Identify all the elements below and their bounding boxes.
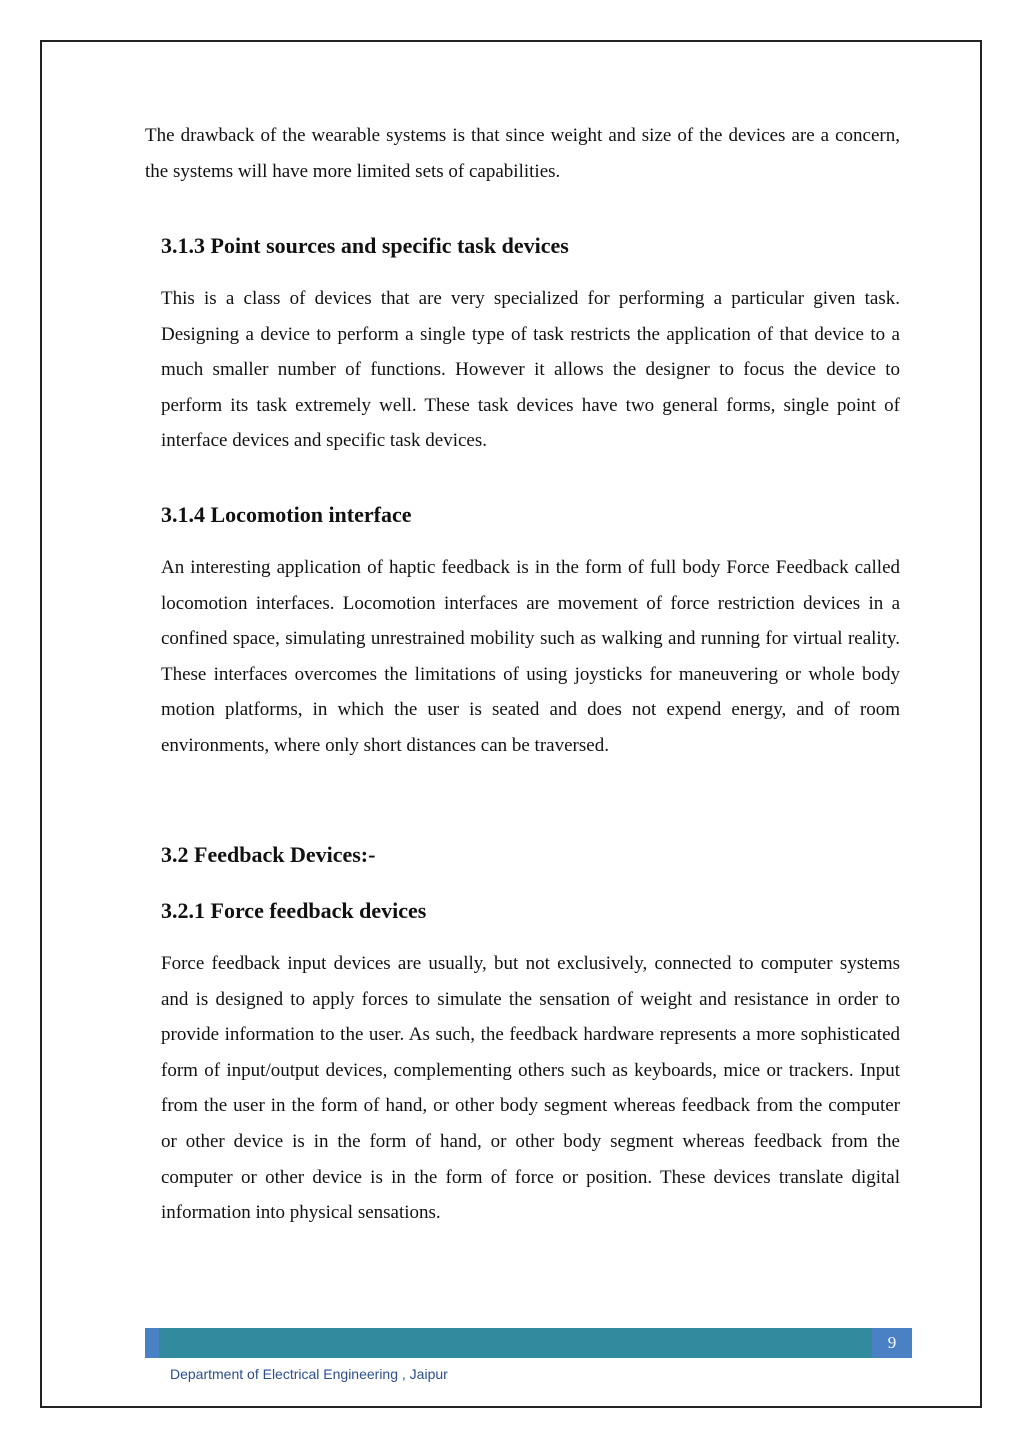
section-body-3-1-3: This is a class of devices that are very specialized for performing a particular given task. Designing a device to perform a single type of task restricts the application of that device to a much smaller number of functions. However it allows the designer to focus the device to perform its task extremely well. These task devices have two general forms, single point of interface devices and specific task devices.	[161, 288, 900, 452]
section-body-3-2-1: Force feedback input devices are usually, but not exclusively, connected to computer systems and is designed to apply forces to simulate the sensation of weight and resistance in order to provide information to the user. As such, the feedback hardware represents a more sophisticated form of input/output devices, complementing others such as keyboards, mice or trackers. Input from the user in the form of hand, or other body segment whereas feedback from the computer or other device is in the form of hand, or other body segment whereas feedback from the computer or other device is in the form of force or position. These devices translate digital information into physical sensations.	[161, 953, 900, 1224]
footer-bar	[145, 1328, 912, 1358]
section-heading-3-2-1: 3.2.1 Force feedback devices	[161, 898, 427, 923]
section-heading-3-1-3: 3.1.3 Point sources and specific task devices	[161, 233, 569, 258]
section-heading-3-2: 3.2 Feedback Devices:-	[161, 842, 376, 867]
page-number: 9	[872, 1328, 912, 1358]
footer-bar-band	[159, 1328, 872, 1358]
section-body-3-1-4: An interesting application of haptic feedback is in the form of full body Force Feedback called locomotion interfaces. Locomotion interfaces are movement of force restriction devices in a confined space, simulating unrestrained mobility such as walking and running for virtual reality. These interfaces overcomes the limitations of using joysticks for maneuvering or whole body motion platforms, in which the user is seated and does not expend energy, and of room environments, where only short distances can be traversed.	[161, 557, 900, 756]
intro-paragraph: The drawback of the wearable systems is that since weight and size of the devices are a concern, the systems will have more limited sets of capabilities.	[145, 125, 900, 182]
section-heading-3-1-4: 3.1.4 Locomotion interface	[161, 502, 412, 527]
footer-bar-lead	[145, 1328, 159, 1358]
footer-department: Department of Electrical Engineering , Jaipur	[170, 1366, 448, 1382]
